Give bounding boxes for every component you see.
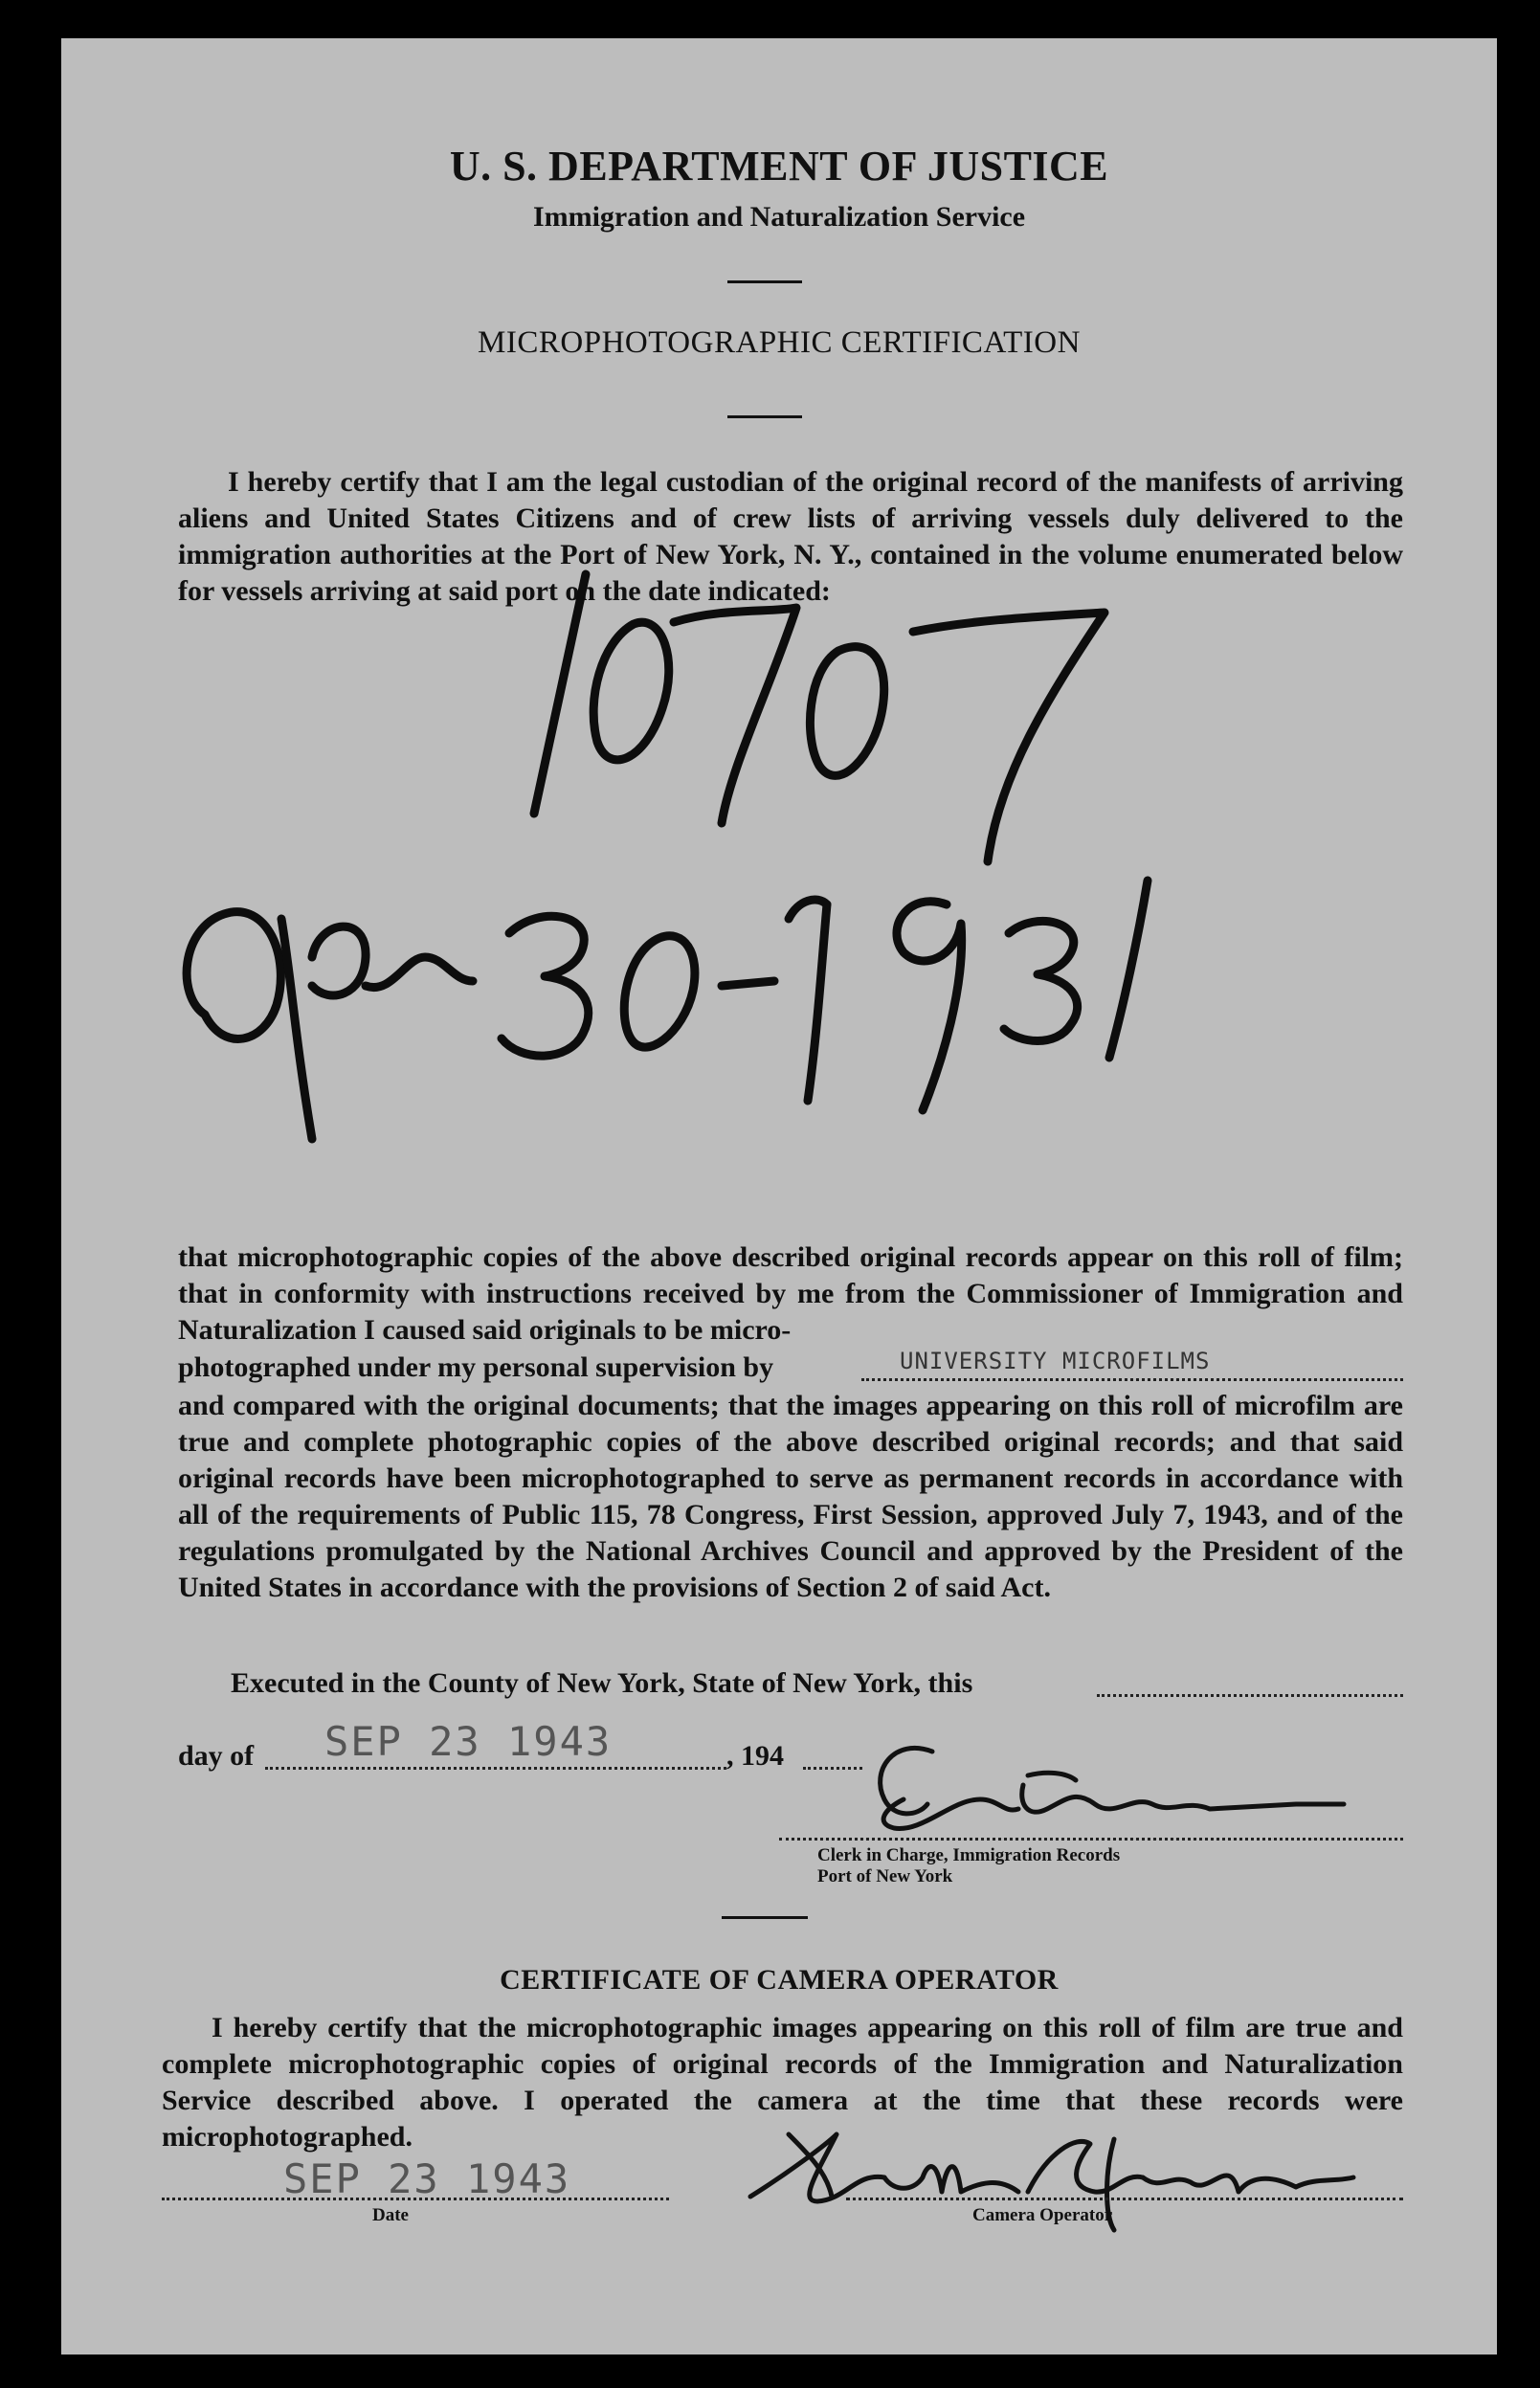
camera-date-label: Date bbox=[372, 2205, 409, 2225]
year-suffix: , 194 bbox=[726, 1740, 784, 1772]
executed-line: Executed in the County of New York, State of New York, this bbox=[231, 1667, 973, 1699]
executed-stamp-date: SEP 23 1943 bbox=[324, 1718, 613, 1765]
supervisor-typed: UNIVERSITY MICROFILMS bbox=[900, 1348, 1211, 1374]
operator-signature-line bbox=[846, 2198, 1403, 2200]
department-title: U. S. DEPARTMENT OF JUSTICE bbox=[449, 143, 1109, 190]
camera-stamp-date: SEP 23 1943 bbox=[283, 2155, 571, 2202]
certificate-page bbox=[61, 38, 1497, 2355]
body-paragraph-1: that microphotographic copies of the above described original records appear on this roll of film; that in conformity with instructions received by me from the Commissioner of Immigration and Naturalization I caused said originals to be micro- bbox=[178, 1241, 1403, 1346]
operator-signature bbox=[61, 38, 1497, 2355]
camera-operator-label: Camera Operator bbox=[972, 2205, 1113, 2225]
body-paragraph-2: and compared with the original documents; that the images appearing on this roll of microfilm are true and complete photographic copies of the above described original records; and that said original records have been microphotographed to serve as permanent records in accordance with all of the requirements of Public 115, 78 Congress, First Session, approved July 7, 1943, and of the regulations promulgated by the National Archives Council and approved by the President of the United States in accordance with the provisions of Section 2 of said Act. bbox=[178, 1390, 1403, 1603]
day-of-label: day of bbox=[178, 1740, 255, 1772]
camera-paragraph: I hereby certify that the microphotographic images appearing on this roll of film are true and complete microphotographic copies of original records of the Immigration and Naturalization Service described above. I operated the camera at the time that these records were microphotographed. bbox=[162, 2012, 1403, 2153]
intro-paragraph: I hereby certify that I am the legal custodian of the original record of the manifests of arriving aliens and United States Citizens and of crew lists of arriving vessels duly delivered to the immigration authorities at the Port of New York, N. Y., contained in the volume enumerated below for vessels arriving at said port on the date indicated: bbox=[178, 466, 1403, 607]
supervision-prefix: photographed under my personal supervision by bbox=[178, 1351, 774, 1383]
clerk-title: Clerk in Charge, Immigration Records Port of New York bbox=[817, 1845, 1121, 1886]
service-subtitle: Immigration and Naturalization Service bbox=[532, 201, 1026, 233]
camera-heading: CERTIFICATE OF CAMERA OPERATOR bbox=[500, 1964, 1059, 1996]
certification-heading: MICROPHOTOGRAPHIC CERTIFICATION bbox=[478, 325, 1081, 360]
